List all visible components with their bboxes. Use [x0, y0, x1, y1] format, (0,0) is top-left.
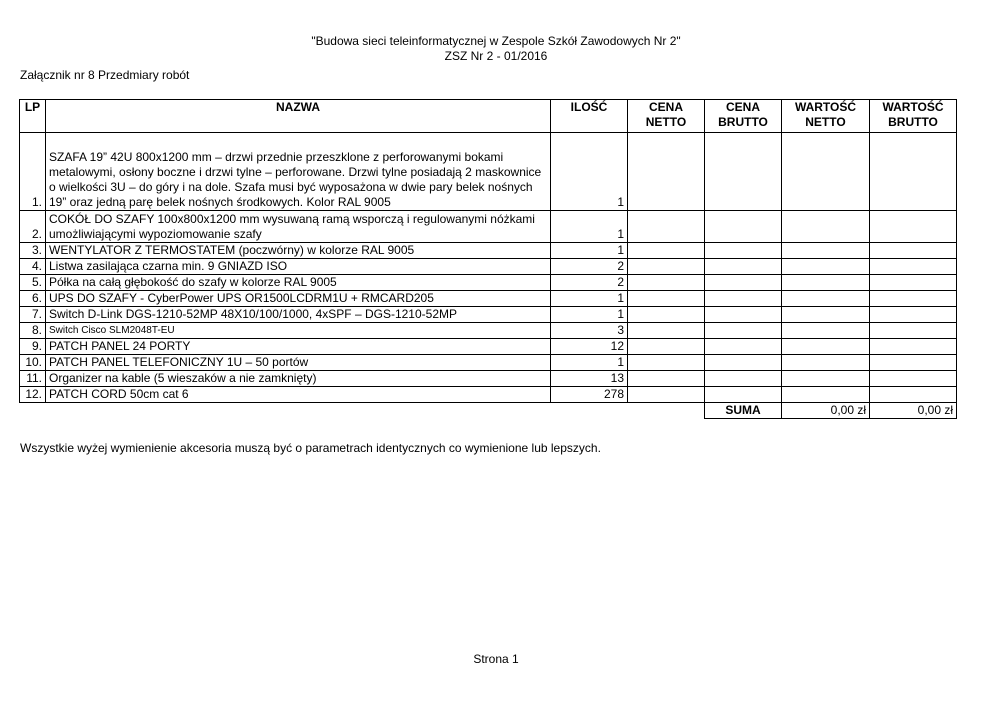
- row-value-net: [782, 275, 870, 291]
- table-header-row: [20, 100, 957, 133]
- row-lp: 3.: [20, 243, 46, 259]
- row-price-gross: [705, 243, 782, 259]
- row-price-gross: [705, 133, 782, 211]
- row-price-gross: [705, 387, 782, 403]
- header-lp: LP: [20, 100, 46, 133]
- row-value-net: [782, 291, 870, 307]
- row-price-gross: [705, 291, 782, 307]
- row-lp: 5.: [20, 275, 46, 291]
- row-value-gross: [870, 259, 957, 275]
- sum-row: [20, 403, 957, 419]
- row-lp: 2.: [20, 211, 46, 243]
- row-price-net: [628, 243, 705, 259]
- row-price-net: [628, 133, 705, 211]
- row-price-net: [628, 339, 705, 355]
- row-price-gross: [705, 371, 782, 387]
- row-lp: 7.: [20, 307, 46, 323]
- page-number: Strona 1: [473, 652, 519, 666]
- table-row: [20, 339, 957, 355]
- row-lp: 10.: [20, 355, 46, 371]
- row-value-net: [782, 387, 870, 403]
- row-price-net: [628, 211, 705, 243]
- row-lp: 6.: [20, 291, 46, 307]
- row-price-gross: [705, 275, 782, 291]
- row-price-gross: [705, 355, 782, 371]
- row-qty: 1: [551, 243, 628, 259]
- row-value-gross: [870, 243, 957, 259]
- row-value-gross: [870, 275, 957, 291]
- row-name: Switch D-Link DGS-1210-52MP 48X10/100/1000, 4xSPF – DGS-1210-52MP: [46, 307, 551, 323]
- table-row: [20, 371, 957, 387]
- row-name: PATCH PANEL 24 PORTY: [46, 339, 551, 355]
- table-row: [20, 259, 957, 275]
- row-price-net: [628, 323, 705, 339]
- sum-label: SUMA: [705, 403, 782, 419]
- row-value-gross: [870, 307, 957, 323]
- table-row: [20, 387, 957, 403]
- row-qty: 2: [551, 275, 628, 291]
- row-price-gross: [705, 259, 782, 275]
- row-price-net: [628, 355, 705, 371]
- header-price-net: CENA NETTO: [628, 100, 705, 133]
- row-price-net: [628, 387, 705, 403]
- row-value-net: [782, 243, 870, 259]
- row-qty: 1: [551, 307, 628, 323]
- row-lp: 1.: [20, 133, 46, 211]
- row-value-gross: [870, 211, 957, 243]
- row-value-net: [782, 307, 870, 323]
- row-price-gross: [705, 211, 782, 243]
- row-value-net: [782, 323, 870, 339]
- table-row: [20, 355, 957, 371]
- row-price-net: [628, 371, 705, 387]
- row-name: PATCH PANEL TELEFONICZNY 1U – 50 portów: [46, 355, 551, 371]
- row-qty: 1: [551, 211, 628, 243]
- row-value-net: [782, 355, 870, 371]
- header-qty: ILOŚĆ: [551, 100, 628, 133]
- row-value-net: [782, 371, 870, 387]
- row-name: Organizer na kable (5 wieszaków a nie zamknięty): [46, 371, 551, 387]
- row-value-gross: [870, 339, 957, 355]
- table-row: [20, 243, 957, 259]
- document-title: "Budowa sieci teleinformatycznej w Zespole Szkół Zawodowych Nr 2": [311, 34, 681, 48]
- row-price-gross: [705, 323, 782, 339]
- row-lp: 12.: [20, 387, 46, 403]
- document-subtitle: ZSZ Nr 2 - 01/2016: [444, 49, 548, 63]
- row-qty: 1: [551, 291, 628, 307]
- row-qty: 1: [551, 133, 628, 211]
- row-lp: 11.: [20, 371, 46, 387]
- row-price-gross: [705, 307, 782, 323]
- row-name: Listwa zasilająca czarna min. 9 GNIAZD ISO: [46, 259, 551, 275]
- row-qty: 12: [551, 339, 628, 355]
- table-row: [20, 211, 957, 243]
- row-qty: 278: [551, 387, 628, 403]
- footnote: Wszystkie wyżej wymienienie akcesoria muszą być o parametrach identycznych co wymienione lub lepszych.: [20, 441, 601, 455]
- row-price-net: [628, 291, 705, 307]
- row-name: PATCH CORD 50cm cat 6: [46, 387, 551, 403]
- row-name: WENTYLATOR Z TERMOSTATEM (poczwórny) w kolorze RAL 9005: [46, 243, 551, 259]
- row-value-net: [782, 133, 870, 211]
- row-lp: 4.: [20, 259, 46, 275]
- row-price-net: [628, 259, 705, 275]
- table-row: [20, 323, 957, 339]
- table-row: [20, 133, 957, 211]
- row-price-net: [628, 275, 705, 291]
- row-lp: 8.: [20, 323, 46, 339]
- table-row: [20, 275, 957, 291]
- row-qty: 3: [551, 323, 628, 339]
- sum-value-net: 0,00 zł: [782, 403, 870, 419]
- table-row: [20, 307, 957, 323]
- row-price-gross: [705, 339, 782, 355]
- row-value-gross: [870, 133, 957, 211]
- row-qty: 2: [551, 259, 628, 275]
- row-price-net: [628, 307, 705, 323]
- row-value-net: [782, 339, 870, 355]
- attachment-label: Załącznik nr 8 Przedmiary robót: [20, 68, 190, 82]
- row-value-gross: [870, 387, 957, 403]
- sum-value-gross: 0,00 zł: [870, 403, 957, 419]
- row-value-net: [782, 259, 870, 275]
- row-value-gross: [870, 323, 957, 339]
- header-price-gross: CENA BRUTTO: [705, 100, 782, 133]
- row-value-gross: [870, 291, 957, 307]
- row-name: Switch Cisco SLM2048T-EU: [46, 323, 551, 339]
- row-name: SZAFA 19” 42U 800x1200 mm – drzwi przednie przeszklone z perforowanymi bokami metalowymi, osłony boczne i drzwi tylne – perforowane. Drzwi tylne posiadają 2 maskownice o wielkości 3U – do góry i na dole. Szafa musi być wyposażona w dwie pary belek nośnych 19” oraz jedną parę belek nośnych środkowych. Kolor RAL 9005: [46, 133, 551, 211]
- row-name: COKÓŁ DO SZAFY 100x800x1200 mm wysuwaną ramą wsporczą i regulowanymi nóżkami umożliwiającymi wypoziomowanie szafy: [46, 211, 551, 243]
- header-value-net: WARTOŚĆ NETTO: [782, 100, 870, 133]
- row-qty: 1: [551, 355, 628, 371]
- header-value-gross: WARTOŚĆ BRUTTO: [870, 100, 957, 133]
- row-lp: 9.: [20, 339, 46, 355]
- row-name: Półka na całą głębokość do szafy w kolorze RAL 9005: [46, 275, 551, 291]
- row-name: UPS DO SZAFY - CyberPower UPS OR1500LCDRM1U + RMCARD205: [46, 291, 551, 307]
- items-table: [19, 99, 957, 419]
- table-row: [20, 291, 957, 307]
- row-qty: 13: [551, 371, 628, 387]
- header-name: NAZWA: [46, 100, 551, 133]
- row-value-net: [782, 211, 870, 243]
- row-value-gross: [870, 371, 957, 387]
- row-value-gross: [870, 355, 957, 371]
